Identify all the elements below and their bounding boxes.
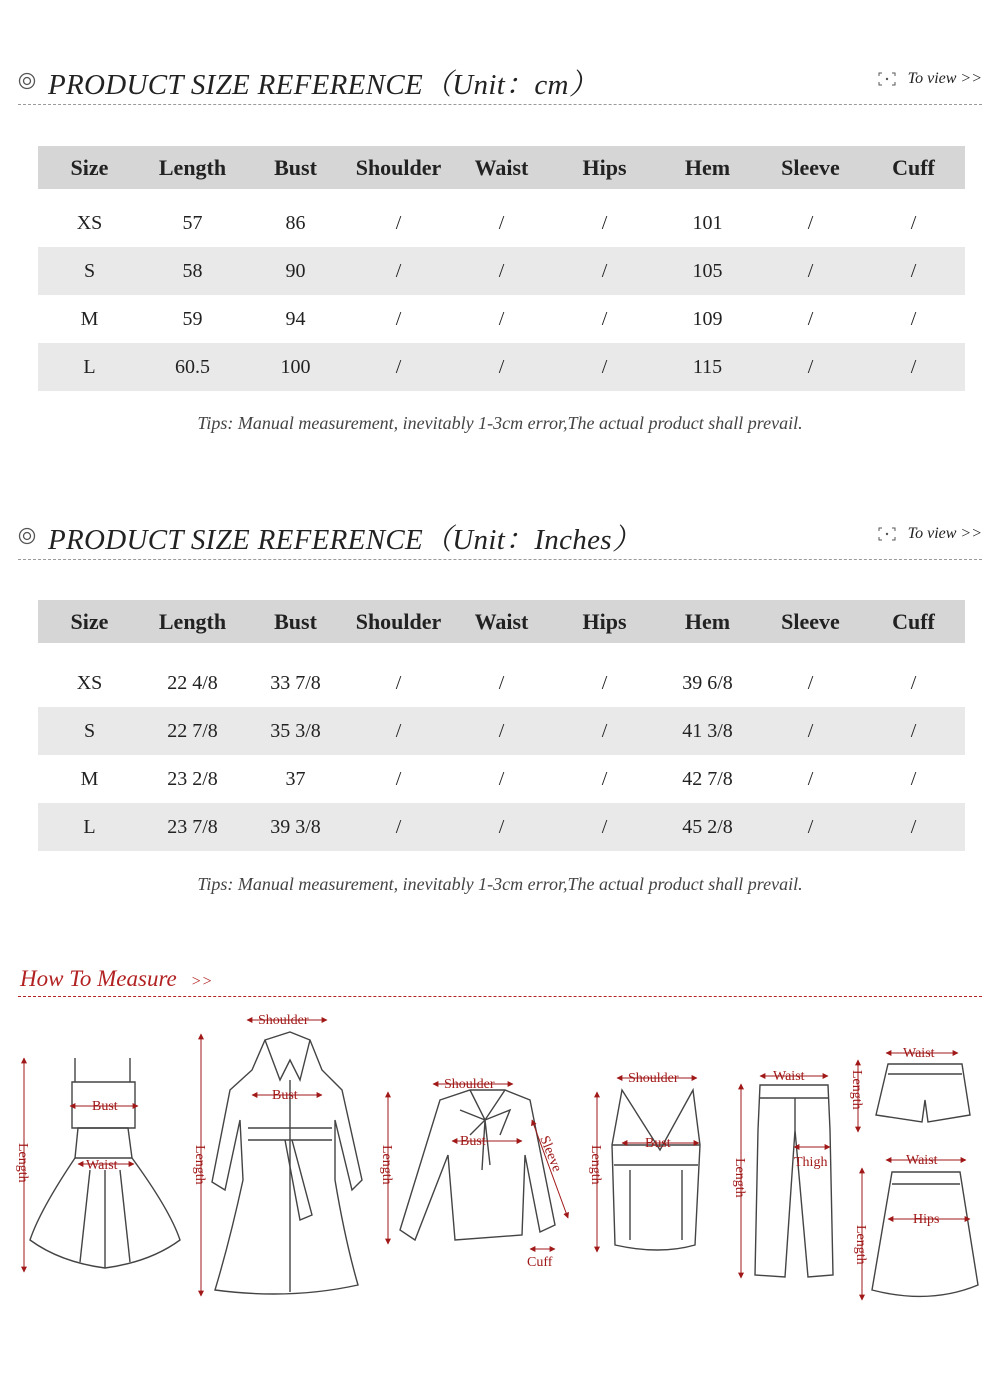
column-header: Shoulder: [347, 600, 450, 643]
table-cell: /: [347, 707, 450, 755]
table-cell: 86: [285, 211, 306, 234]
column-header: Hips: [553, 146, 656, 189]
column-header: Waist: [450, 600, 553, 643]
to-view-link[interactable]: [878, 525, 982, 543]
table-cell: /: [450, 707, 553, 755]
size-table-inches: [38, 600, 965, 851]
table-cell: /: [498, 671, 505, 694]
table-cell: /: [759, 343, 862, 391]
waist-label: Waist: [86, 1158, 118, 1173]
table-cell: 94: [285, 307, 306, 330]
coat-figure: [201, 1020, 362, 1296]
sleeve-label: Sleeve: [536, 1133, 565, 1175]
table-row: [38, 707, 965, 755]
section-header: [18, 62, 982, 102]
table-cell: 22 4/8: [167, 671, 218, 694]
circle-target-icon: [18, 527, 36, 545]
table-header-row: [38, 600, 965, 643]
waist-label: Waist: [906, 1153, 938, 1168]
table-cell: /: [862, 803, 965, 851]
table-cell: /: [807, 671, 814, 694]
bust-label: Bust: [645, 1136, 671, 1151]
table-cell: /: [347, 803, 450, 851]
table-cell: /: [601, 767, 608, 790]
table-cell: L: [38, 343, 141, 391]
thigh-label: Thigh: [794, 1155, 828, 1170]
bust-label: Bust: [92, 1099, 118, 1114]
size-table-cm: [38, 146, 965, 391]
circle-target-icon: [18, 72, 36, 90]
how-to-measure-arrows: >>: [190, 973, 213, 990]
expand-view-icon: [878, 527, 896, 541]
table-header-row: [38, 146, 965, 189]
section-title: PRODUCT SIZE REFERENCE（Unit：cm）: [48, 69, 599, 101]
table-cell: /: [450, 343, 553, 391]
table-cell: /: [910, 211, 917, 234]
table-row: [38, 755, 965, 803]
table-cell: /: [601, 307, 608, 330]
length-label: Length: [379, 1145, 394, 1185]
table-cell: S: [38, 707, 141, 755]
tips-note: Tips: Manual measurement, inevitably 1-3cm error,The actual product shall prevail.: [197, 874, 803, 894]
table-cell: /: [759, 707, 862, 755]
column-header: Size: [38, 146, 141, 189]
table-cell: /: [450, 247, 553, 295]
table-cell: 58: [141, 247, 244, 295]
table-cell: 90: [244, 247, 347, 295]
length-label: Length: [192, 1145, 207, 1185]
table-cell: 33 7/8: [270, 671, 321, 694]
table-cell: 42 7/8: [682, 767, 733, 790]
column-header: Hips: [553, 600, 656, 643]
length-label: Length: [732, 1158, 747, 1198]
table-cell: /: [395, 671, 402, 694]
column-header: Hem: [656, 600, 759, 643]
table-cell: 22 7/8: [141, 707, 244, 755]
how-to-measure-label: How To Measure: [20, 966, 177, 991]
column-header: Waist: [450, 146, 553, 189]
to-view-label: To view >>: [907, 70, 982, 87]
table-row: [38, 199, 965, 247]
tips-note: Tips: Manual measurement, inevitably 1-3cm error,The actual product shall prevail.: [197, 413, 803, 433]
table-cell: /: [347, 343, 450, 391]
section-title: PRODUCT SIZE REFERENCE（Unit：Inches）: [48, 524, 642, 556]
table-cell: 109: [692, 307, 723, 330]
table-cell: M: [80, 307, 99, 330]
column-header: Bust: [244, 146, 347, 189]
how-to-measure-title: [20, 966, 212, 992]
table-cell: /: [553, 343, 656, 391]
bust-label: Bust: [460, 1134, 486, 1149]
length-label: Length: [853, 1225, 868, 1265]
table-cell: 100: [244, 343, 347, 391]
table-cell: L: [38, 803, 141, 851]
table-cell: 37: [285, 767, 306, 790]
column-header: Cuff: [862, 146, 965, 189]
column-header: Cuff: [862, 600, 965, 643]
blouse-figure: [388, 1084, 568, 1249]
cuff-label: Cuff: [527, 1255, 553, 1270]
waist-label: Waist: [903, 1046, 935, 1061]
shoulder-label: Shoulder: [444, 1077, 495, 1092]
table-cell: XS: [76, 211, 103, 234]
column-header: Sleeve: [759, 146, 862, 189]
shoulder-label: Shoulder: [628, 1071, 679, 1086]
table-cell: /: [395, 211, 402, 234]
table-cell: /: [807, 307, 814, 330]
table-cell: /: [450, 803, 553, 851]
table-cell: 115: [656, 343, 759, 391]
table-cell: /: [553, 803, 656, 851]
vneck-top-figure: [597, 1078, 700, 1252]
table-cell: /: [498, 211, 505, 234]
to-view-label: To view >>: [907, 525, 982, 542]
table-row: [38, 247, 965, 295]
table-cell: M: [80, 767, 99, 790]
table-cell: /: [759, 247, 862, 295]
table-row: [38, 659, 965, 707]
table-cell: /: [498, 767, 505, 790]
table-cell: /: [862, 343, 965, 391]
table-row: [38, 803, 965, 851]
measure-divider: [18, 996, 982, 997]
table-cell: 60.5: [141, 343, 244, 391]
table-cell: 57: [182, 211, 203, 234]
table-cell: 39 3/8: [244, 803, 347, 851]
table-cell: /: [910, 307, 917, 330]
section-header: [18, 517, 982, 557]
length-label: Length: [849, 1070, 864, 1110]
table-cell: 35 3/8: [244, 707, 347, 755]
table-cell: 39 6/8: [682, 671, 733, 694]
table-cell: /: [862, 247, 965, 295]
column-header: Length: [141, 600, 244, 643]
table-cell: /: [553, 707, 656, 755]
table-cell: /: [498, 307, 505, 330]
section-divider: [18, 559, 982, 560]
table-cell: 101: [692, 211, 723, 234]
table-cell: /: [553, 247, 656, 295]
table-cell: S: [38, 247, 141, 295]
expand-view-icon: [878, 72, 896, 86]
column-header: Sleeve: [759, 600, 862, 643]
length-label: Length: [588, 1145, 603, 1185]
table-cell: /: [910, 767, 917, 790]
table-cell: /: [910, 671, 917, 694]
section-divider: [18, 104, 982, 105]
column-header: Length: [141, 146, 244, 189]
length-label: Length: [15, 1143, 30, 1183]
table-cell: /: [807, 767, 814, 790]
table-cell: 59: [182, 307, 203, 330]
table-cell: 23 2/8: [167, 767, 218, 790]
table-cell: 105: [656, 247, 759, 295]
column-header: Size: [38, 600, 141, 643]
trousers-figure: [741, 1076, 833, 1278]
table-cell: 45 2/8: [656, 803, 759, 851]
to-view-link[interactable]: [878, 70, 982, 88]
shoulder-label: Shoulder: [258, 1013, 309, 1028]
bust-label: Bust: [272, 1088, 298, 1103]
column-header: Hem: [656, 146, 759, 189]
waist-label: Waist: [773, 1069, 805, 1084]
table-cell: /: [395, 767, 402, 790]
column-header: Bust: [244, 600, 347, 643]
column-header: Shoulder: [347, 146, 450, 189]
measurement-illustrations: [0, 1000, 1000, 1320]
table-cell: /: [807, 211, 814, 234]
table-cell: /: [347, 247, 450, 295]
table-cell: XS: [76, 671, 103, 694]
table-cell: /: [601, 671, 608, 694]
skirt-figure: [862, 1160, 978, 1300]
table-row: [38, 295, 965, 343]
hips-label: Hips: [913, 1212, 940, 1227]
table-cell: /: [862, 707, 965, 755]
table-cell: 41 3/8: [656, 707, 759, 755]
table-cell: /: [395, 307, 402, 330]
table-cell: /: [601, 211, 608, 234]
table-row: [38, 343, 965, 391]
shorts-figure: [858, 1053, 970, 1132]
table-cell: /: [759, 803, 862, 851]
table-cell: 23 7/8: [141, 803, 244, 851]
